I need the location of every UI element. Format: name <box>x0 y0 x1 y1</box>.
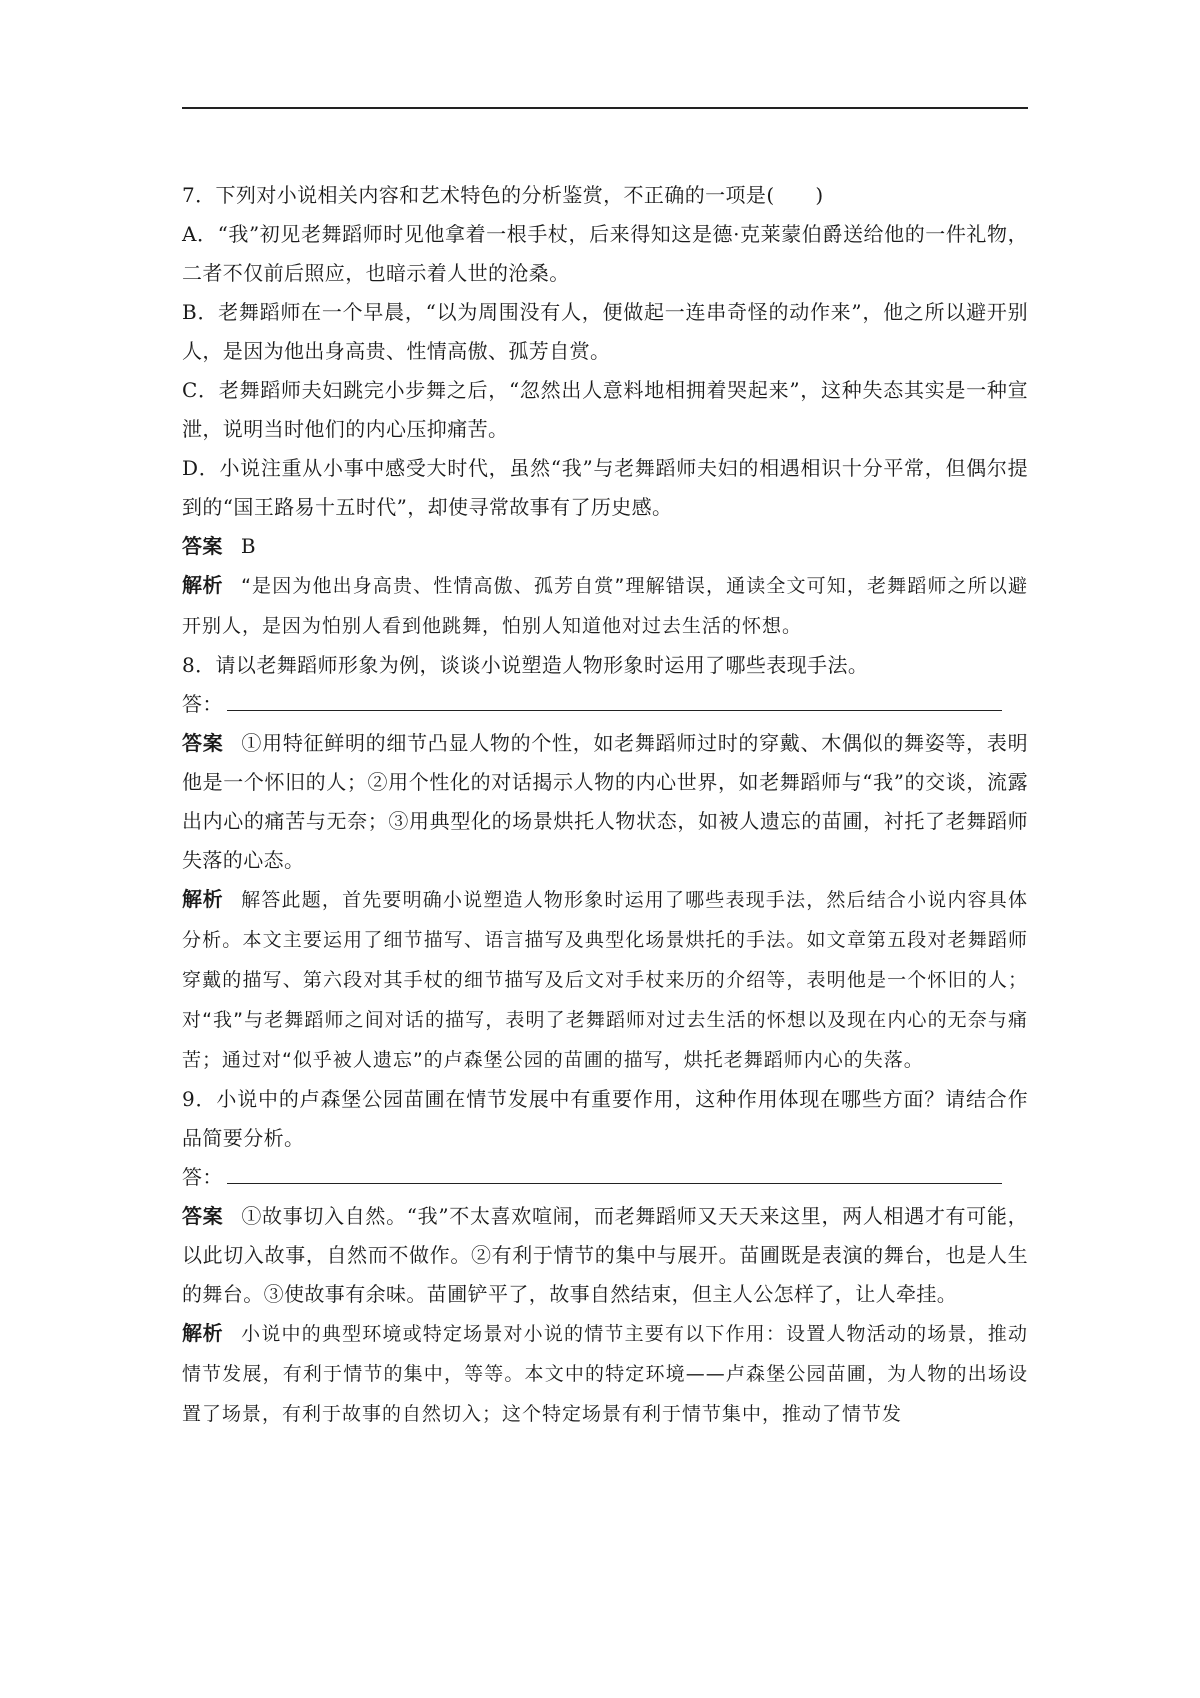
analysis-label: 解析 <box>182 1321 224 1345</box>
question-7-answer <box>182 527 1028 566</box>
answer-label: 答案 <box>182 534 223 558</box>
answer-text: ①故事切入自然。“我”不太喜欢喧闹，而老舞蹈师又天天来这里，两人相遇才有可能，以此切入故事，自然而不做作。②有利于情节的集中与展开。苗圃既是表演的舞台，也是人生的舞台。③使故事有余味。苗圃铲平了，故事自然结束，但主人公怎样了，让人牵挂。 <box>182 1204 1028 1306</box>
question-7-option-b: B．老舞蹈师在一个早晨，“以为周围没有人，便做起一连串奇怪的动作来”，他之所以避开别人，是因为他出身高贵、性情高傲、孤芳自赏。 <box>182 300 1028 363</box>
answer-text: B <box>240 534 256 558</box>
question-9-blank <box>182 1158 1028 1197</box>
blank-label: 答： <box>182 692 223 716</box>
question-9-analysis <box>182 1314 1028 1434</box>
analysis-label: 解析 <box>182 887 224 911</box>
answer-blank-line[interactable] <box>227 688 1002 711</box>
analysis-text: 小说中的典型环境或特定场景对小说的情节主要有以下作用：设置人物活动的场景，推动情节发展，有利于情节的集中，等等。本文中的特定环境——卢森堡公园苗圃，为人物的出场设置了场景，有利于故事的自然切入；这个特定场景有利于情节集中，推动了情节发 <box>182 1323 1028 1425</box>
analysis-text: “是因为他出身高贵、性情高傲、孤芳自赏”理解错误，通读全文可知，老舞蹈师之所以避开别人，是因为怕别人看到他跳舞，怕别人知道他对过去生活的怀想。 <box>182 575 1028 637</box>
answer-label: 答案 <box>182 1204 224 1228</box>
answer-text: ①用特征鲜明的细节凸显人物的个性，如老舞蹈师过时的穿戴、木偶似的舞姿等，表明他是一个怀旧的人；②用个性化的对话揭示人物的内心世界，如老舞蹈师与“我”的交谈，流露出内心的痛苦与无奈；③用典型化的场景烘托人物状态，如被人遗忘的苗圃，衬托了老舞蹈师失落的心态。 <box>182 731 1028 872</box>
question-8-blank <box>182 685 1028 724</box>
question-7-analysis <box>182 566 1028 646</box>
question-8-stem: 8．请以老舞蹈师形象为例，谈谈小说塑造人物形象时运用了哪些表现手法。 <box>182 653 869 677</box>
answer-label: 答案 <box>182 731 224 755</box>
analysis-text: 解答此题，首先要明确小说塑造人物形象时运用了哪些表现手法，然后结合小说内容具体分析。本文主要运用了细节描写、语言描写及典型化场景烘托的手法。如文章第五段对老舞蹈师穿戴的描写、第六段对其手杖的细节描写及后文对手杖来历的介绍等，表明他是一个怀旧的人；对“我”与老舞蹈师之间对话的描写，表明了老舞蹈师对过去生活的怀想以及现在内心的无奈与痛苦；通过对“似乎被人遗忘”的卢森堡公园的苗圃的描写，烘托老舞蹈师内心的失落。 <box>182 889 1028 1071</box>
question-8-answer <box>182 724 1028 880</box>
question-7-stem: 7．下列对小说相关内容和艺术特色的分析鉴赏，不正确的一项是( ) <box>182 183 824 207</box>
page-content <box>182 176 1028 1434</box>
question-7-option-d: D．小说注重从小事中感受大时代，虽然“我”与老舞蹈师夫妇的相遇相识十分平常，但偶尔提到的“国王路易十五时代”，却使寻常故事有了历史感。 <box>182 456 1028 519</box>
question-9-stem: 9．小说中的卢森堡公园苗圃在情节发展中有重要作用，这种作用体现在哪些方面？请结合作品简要分析。 <box>182 1087 1028 1150</box>
question-8-analysis <box>182 880 1028 1080</box>
question-9-answer <box>182 1197 1028 1314</box>
question-7-option-c: C．老舞蹈师夫妇跳完小步舞之后，“忽然出人意料地相拥着哭起来”，这种失态其实是一种宣泄，说明当时他们的内心压抑痛苦。 <box>182 378 1028 441</box>
blank-label: 答： <box>182 1165 223 1189</box>
answer-blank-line[interactable] <box>227 1161 1002 1184</box>
header-rule <box>182 107 1028 109</box>
analysis-label: 解析 <box>182 573 224 597</box>
question-7-option-a: A．“我”初见老舞蹈师时见他拿着一根手杖，后来得知这是德·克莱蒙伯爵送给他的一件礼物，二者不仅前后照应，也暗示着人世的沧桑。 <box>182 222 1028 285</box>
